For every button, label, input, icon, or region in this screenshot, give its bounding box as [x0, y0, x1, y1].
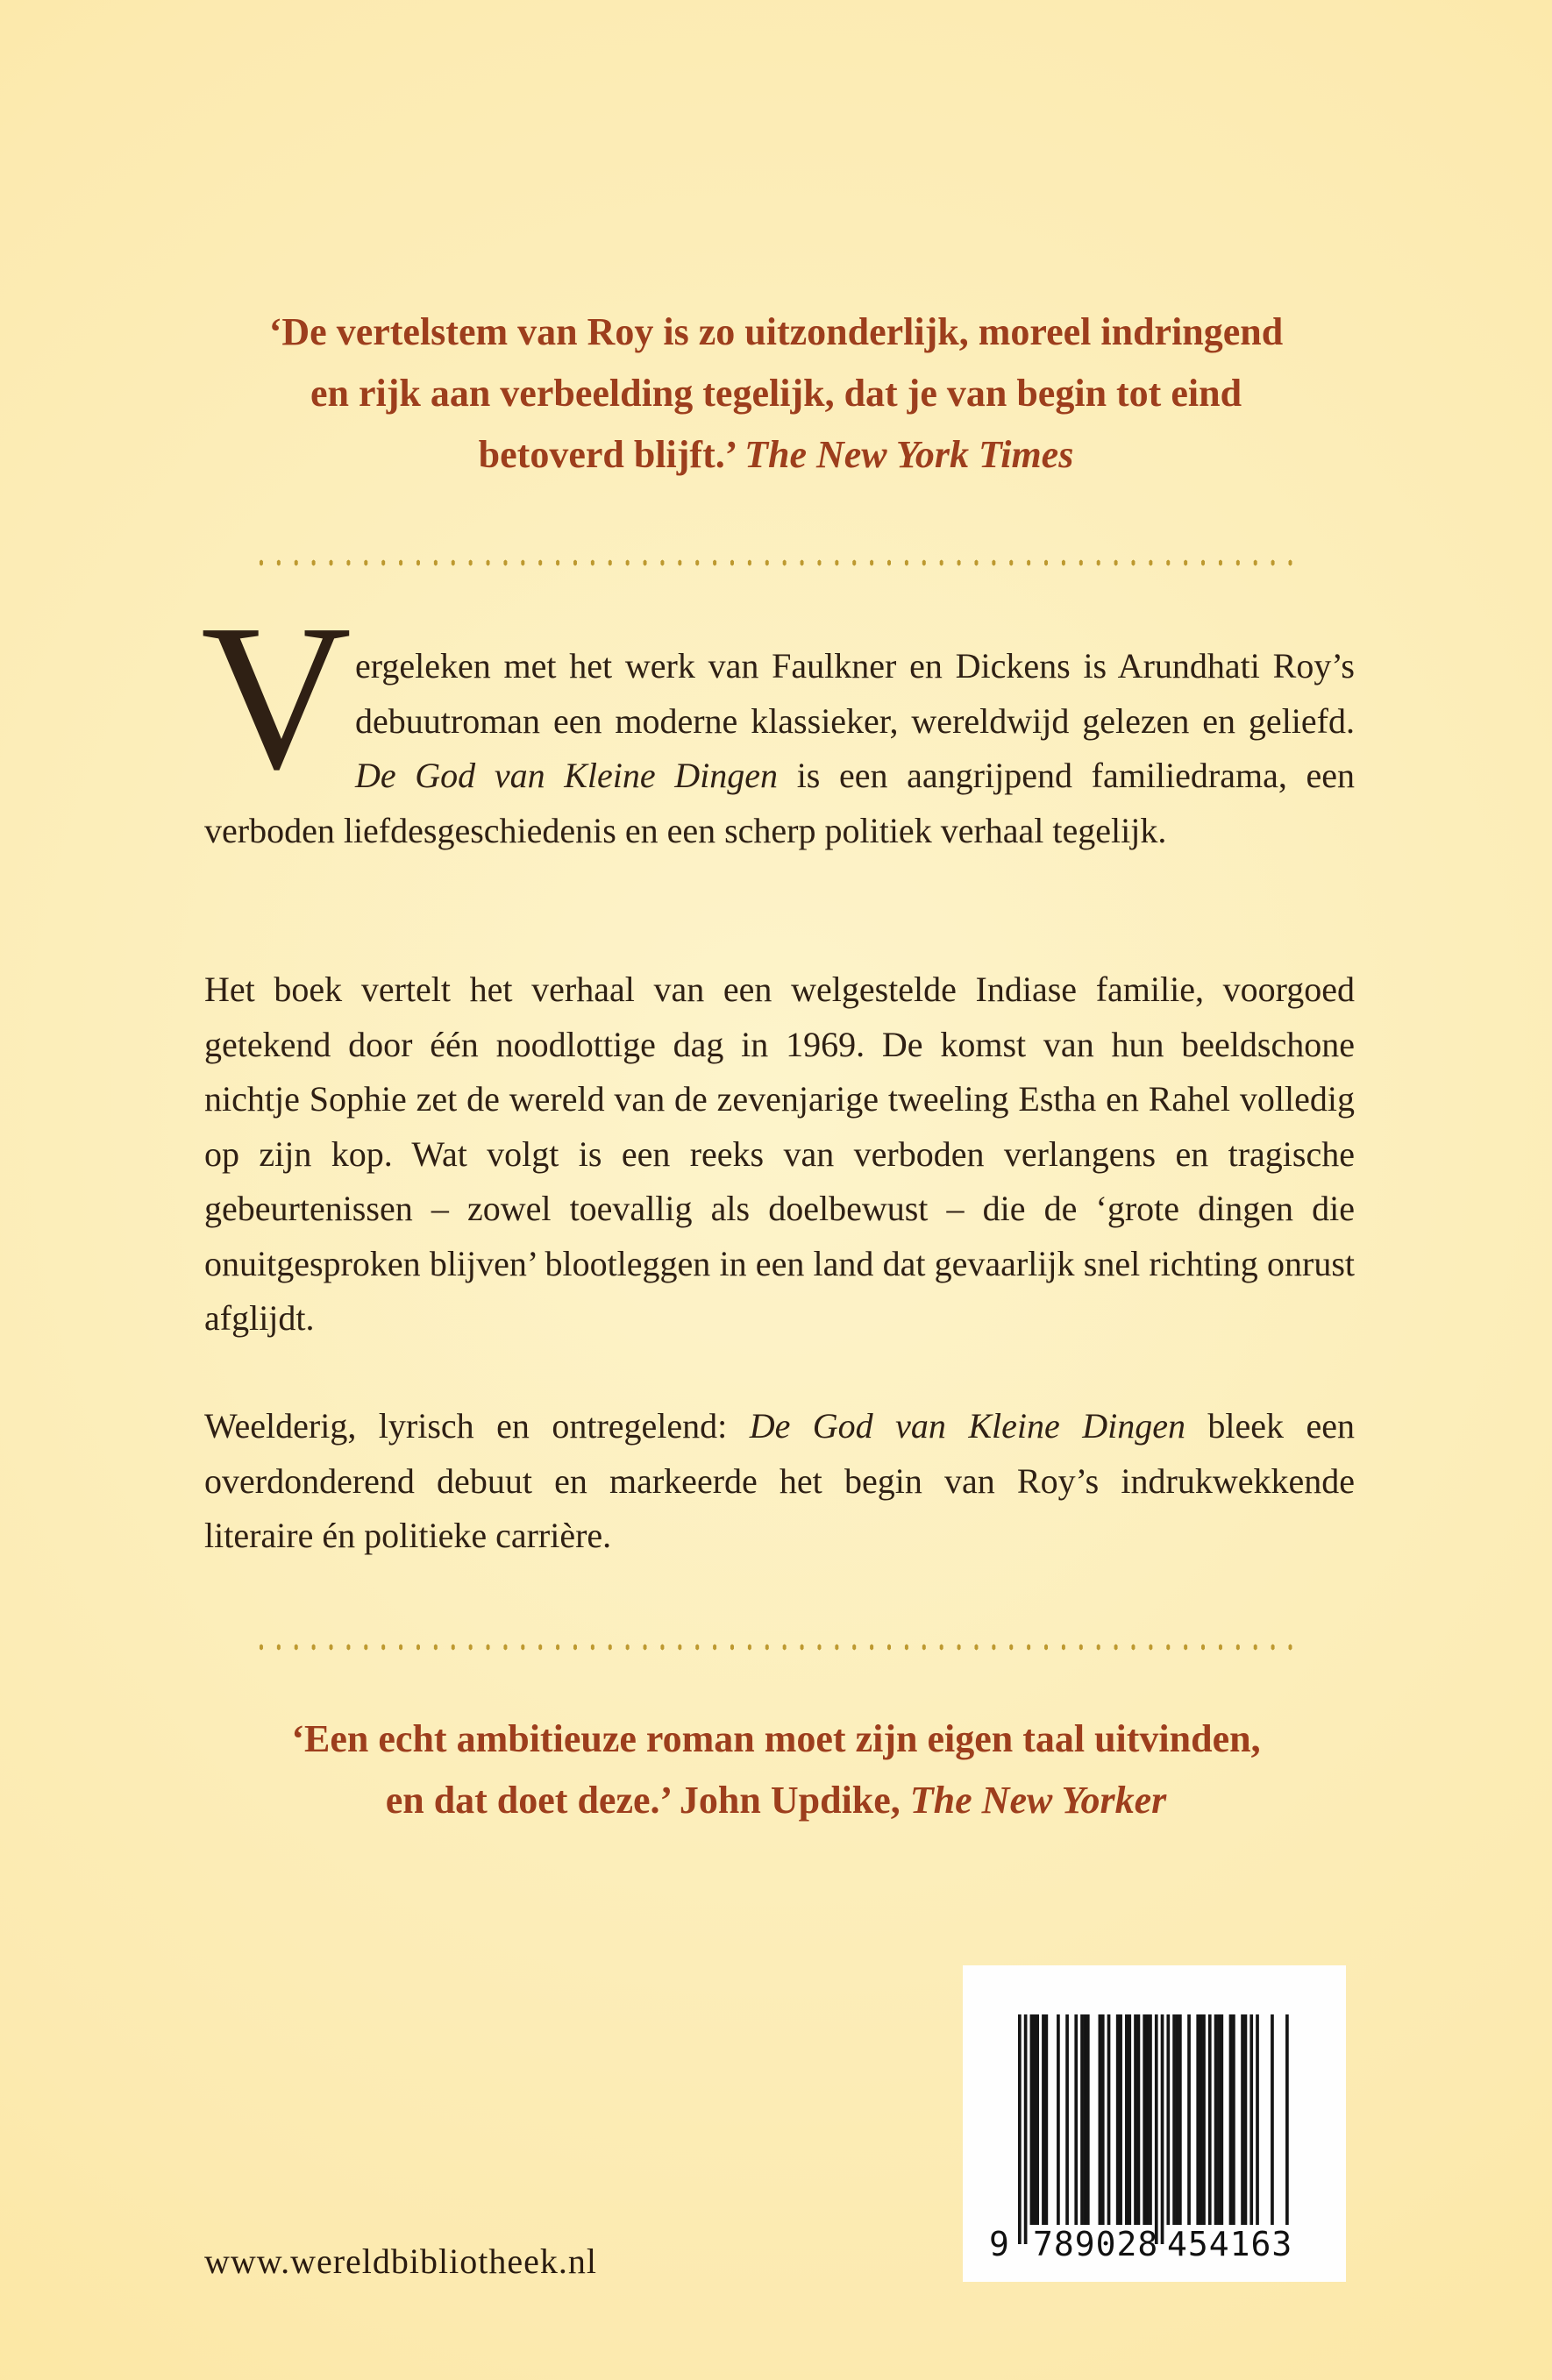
barcode-digits-right: 454163 — [1167, 2225, 1293, 2263]
text-run: ‘De vertelstem van Roy is zo uitzonderlijk, moreel indringend — [268, 310, 1284, 353]
text-run: is een aangrijpend familiedrama, een verboden liefdesgeschiedenis en een scherp politiek verhaal tegelijk. — [204, 756, 1356, 850]
italic-text-run: The New York Times — [744, 433, 1074, 476]
synopsis-paragraph-2 — [204, 963, 1355, 1346]
dotted-separator-top — [253, 557, 1305, 569]
quote-line — [0, 302, 1552, 363]
barcode-number — [963, 2225, 1346, 2269]
synopsis-paragraph-1 — [201, 582, 1356, 858]
italic-text-run: De God van Kleine Dingen — [355, 756, 779, 795]
synopsis-paragraph-2-text — [204, 970, 1355, 1338]
dotted-separator-bottom — [253, 1641, 1305, 1653]
barcode-digit-first: 9 — [989, 2225, 1009, 2263]
text-run: Het boek vertelt het verhaal van een welgestelde Indiase familie, voorgoed getekend door één noodlottige dag in 1969. De komst van hun beeldschone nichtje Sophie zet de wereld van de zevenjarige tweeling Estha en Rahel volledig op zijn kop. Wat volgt is een reeks van verboden verlangens en tragische gebeurtenissen – zowel toevallig als doelbewust – die de ‘grote dingen die onuitgesproken blijven’ blootleggen in een land dat gevaarlijk snel richting onrust afglijdt. — [204, 970, 1355, 1338]
text-run: bleek een overdonderend debuut en markeerde het begin van Roy’s indrukwekkende literaire én politieke carrière. — [204, 1406, 1355, 1555]
review-quote-bottom — [0, 1709, 1552, 1831]
text-run: en rijk aan verbeelding tegelijk, dat je van begin tot eind — [310, 372, 1242, 415]
italic-text-run: The New Yorker — [909, 1779, 1167, 1822]
dropcap-letter: V — [201, 582, 352, 813]
quote-line — [0, 363, 1552, 424]
synopsis-paragraph-3 — [204, 1399, 1355, 1564]
synopsis-paragraph-1-text — [204, 646, 1355, 850]
synopsis-paragraph-3-text — [204, 1406, 1355, 1555]
quote-line — [0, 424, 1552, 486]
text-run: ergeleken met het werk van Faulkner en Dickens is Arundhati Roy’s debuutroman een moderne klassieker, wereldwijd gelezen en geliefd. — [355, 646, 1355, 741]
barcode-digits-left: 789028 — [1033, 2225, 1159, 2263]
review-quote-top — [0, 302, 1552, 486]
italic-text-run: De God van Kleine Dingen — [749, 1406, 1185, 1446]
quote-line — [0, 1770, 1552, 1831]
quote-line — [0, 1709, 1552, 1770]
text-run: en dat doet deze.’ John Updike, — [385, 1779, 910, 1822]
text-run: betoverd blijft.’ — [478, 433, 745, 476]
publisher-website: www.wereldbibliotheek.nl — [204, 2241, 597, 2281]
text-run: ‘Een echt ambitieuze roman moet zijn eigen taal uitvinden, — [291, 1717, 1261, 1760]
dropcap-initial — [201, 582, 355, 813]
barcode-panel — [963, 1965, 1346, 2282]
ean13-barcode — [1018, 2014, 1300, 2244]
text-run: Weelderig, lyrisch en ontregelend: — [204, 1406, 750, 1446]
